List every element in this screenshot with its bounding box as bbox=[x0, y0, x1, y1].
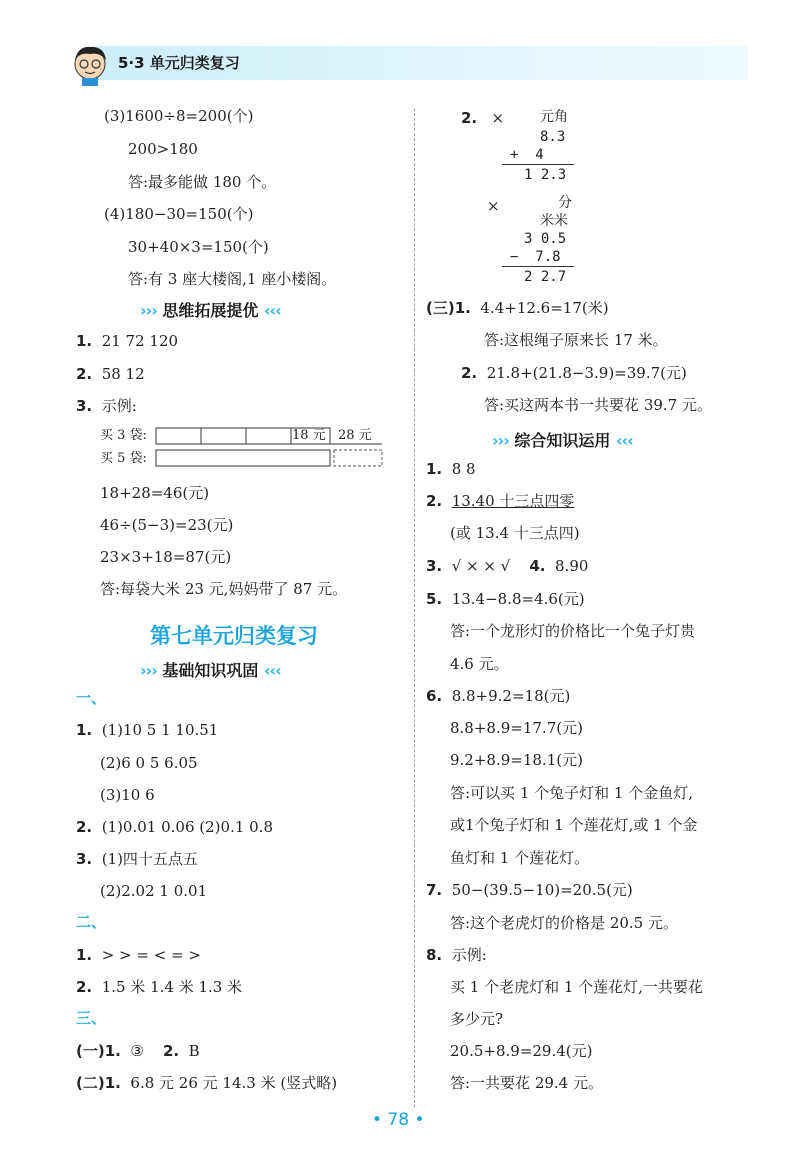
text-line: 18+28=46(元) bbox=[100, 484, 210, 502]
diagram-value-28: 28 元 bbox=[338, 428, 372, 443]
question-number: 8. bbox=[426, 946, 443, 964]
arrows-left-icon: ‹‹‹ bbox=[263, 301, 281, 320]
section-heading-comprehensive bbox=[492, 428, 633, 451]
text-line: 答:每袋大米 23 元,妈妈带了 87 元。 bbox=[100, 580, 348, 598]
diagram-label-5bags: 买 5 袋: bbox=[100, 451, 147, 466]
question-number: 2. bbox=[76, 978, 93, 996]
text-line: 买 1 个老虎灯和 1 个莲花灯,一共要花 bbox=[450, 978, 703, 996]
question-line bbox=[76, 1073, 337, 1093]
text-line: 200>180 bbox=[128, 140, 198, 158]
cross-mark: × bbox=[487, 197, 500, 215]
calc-rule bbox=[502, 164, 574, 165]
text-line: 多少元? bbox=[450, 1010, 504, 1028]
answer-text: 1.5 米 1.4 米 1.3 米 bbox=[101, 978, 243, 996]
page-header-title: 5·3 单元归类复习 bbox=[118, 54, 240, 72]
question-line bbox=[426, 880, 633, 900]
question-number: 2. bbox=[461, 109, 478, 127]
question-number: 2. bbox=[76, 365, 93, 383]
answer-text: 13.40 十三点四零 bbox=[451, 492, 575, 510]
text-line: 答:一个龙形灯的价格比一个兔子灯贵 bbox=[450, 622, 696, 640]
answer-text: 8.8+9.2=18(元) bbox=[451, 687, 571, 705]
answer-text: 示例: bbox=[101, 397, 137, 415]
vertical-calc-units: 元角 bbox=[540, 109, 568, 125]
answer-text: 4.4+12.6=17(米) bbox=[480, 299, 609, 317]
answer-text: 58 12 bbox=[101, 365, 145, 383]
section-heading-thinking bbox=[140, 298, 281, 321]
vertical-calc-row: 8.3 bbox=[540, 129, 566, 145]
text-line: 答:最多能做 180 个。 bbox=[128, 173, 277, 191]
question-line bbox=[461, 108, 504, 128]
part-marker: 一、 bbox=[76, 689, 107, 707]
question-line bbox=[76, 720, 218, 740]
diagram-label-3bags: 买 3 袋: bbox=[100, 428, 147, 443]
answer-text: 50−(39.5−10)=20.5(元) bbox=[451, 881, 633, 899]
vertical-calc-row: 3 0.5 bbox=[524, 231, 567, 247]
page-number: • 78 • bbox=[372, 1110, 425, 1130]
text-line: (3)10 6 bbox=[100, 786, 155, 804]
mascot-icon bbox=[66, 38, 114, 86]
question-line bbox=[76, 364, 145, 384]
answer-text: 21.8+(21.8−3.9)=39.7(元) bbox=[486, 364, 687, 382]
column-divider bbox=[414, 108, 415, 1108]
answer-text: ③ bbox=[130, 1042, 144, 1060]
question-number: 1. bbox=[76, 332, 93, 350]
section-title: 综合知识运用 bbox=[514, 431, 611, 450]
section-title: 思维拓展提优 bbox=[162, 301, 259, 320]
question-line bbox=[426, 298, 609, 318]
arrows-left-icon: ‹‹‹ bbox=[615, 431, 633, 450]
question-number: (一)1. bbox=[76, 1042, 121, 1060]
calc-rule bbox=[502, 266, 574, 267]
text-line: 答:可以买 1 个兔子灯和 1 个金鱼灯, bbox=[450, 784, 693, 802]
question-number: 5. bbox=[426, 590, 443, 608]
vertical-calc-row: + 4 bbox=[510, 147, 544, 163]
answer-text: 示例: bbox=[451, 946, 487, 964]
text-line: 46÷(5−3)=23(元) bbox=[100, 516, 234, 534]
question-line bbox=[426, 491, 574, 511]
question-number: 3. bbox=[426, 557, 443, 575]
question-line bbox=[426, 945, 487, 965]
question-number: 6. bbox=[426, 687, 443, 705]
answer-text: 6.8 元 26 元 14.3 米 (竖式略) bbox=[130, 1074, 338, 1092]
text-line: 答:一共要花 29.4 元。 bbox=[450, 1074, 603, 1092]
question-number: 2. bbox=[426, 492, 443, 510]
question-number: 7. bbox=[426, 881, 443, 899]
question-number: 1. bbox=[76, 946, 93, 964]
answer-text: (1)0.01 0.06 (2)0.1 0.8 bbox=[101, 818, 273, 836]
question-number: 3. bbox=[76, 397, 93, 415]
section-title: 基础知识巩固 bbox=[162, 661, 259, 680]
question-line bbox=[76, 331, 178, 351]
question-line bbox=[426, 589, 585, 609]
vertical-calc-units: 米米 bbox=[540, 213, 568, 229]
text-line: 20.5+8.9=29.4(元) bbox=[450, 1042, 593, 1060]
question-number: 2. bbox=[76, 818, 93, 836]
answer-text: (1)10 5 1 10.51 bbox=[101, 721, 219, 739]
text-line: 鱼灯和 1 个莲花灯。 bbox=[450, 849, 590, 867]
arrows-right-icon: ››› bbox=[140, 301, 157, 320]
text-line: (或 13.4 十三点四) bbox=[450, 524, 580, 542]
question-line bbox=[426, 556, 588, 576]
question-line bbox=[76, 396, 137, 416]
text-line: (2)2.02 1 0.01 bbox=[100, 882, 208, 900]
answer-text: √ × × √ bbox=[451, 557, 511, 575]
answer-text: (1)四十五点五 bbox=[101, 850, 198, 868]
arrows-left-icon: ‹‹‹ bbox=[263, 661, 281, 680]
text-line: 30+40×3=150(个) bbox=[128, 238, 269, 256]
question-number: (二)1. bbox=[76, 1074, 121, 1092]
question-number: 2. bbox=[461, 364, 478, 382]
arrows-right-icon: ››› bbox=[492, 431, 509, 450]
question-line bbox=[76, 849, 198, 869]
unit-title: 第七单元归类复习 bbox=[150, 624, 318, 648]
question-number: 1. bbox=[76, 721, 93, 739]
arrows-right-icon: ››› bbox=[140, 661, 157, 680]
question-line bbox=[76, 945, 201, 965]
vertical-calc-units: 分 bbox=[558, 195, 572, 211]
answer-text: > > = < = > bbox=[101, 946, 201, 964]
question-line bbox=[76, 977, 242, 997]
answer-text: 13.4−8.8=4.6(元) bbox=[451, 590, 585, 608]
text-line: 答:这个老虎灯的价格是 20.5 元。 bbox=[450, 914, 678, 932]
question-line bbox=[76, 1041, 200, 1061]
text-line: 答:有 3 座大楼阁,1 座小楼阁。 bbox=[128, 270, 337, 288]
question-line bbox=[76, 817, 273, 837]
part-marker: 二、 bbox=[76, 913, 107, 931]
question-line bbox=[426, 686, 570, 706]
text-line: 4.6 元。 bbox=[450, 655, 509, 673]
part-marker: 三、 bbox=[76, 1009, 107, 1027]
text-line: 答:买这两本书一共要花 39.7 元。 bbox=[484, 396, 712, 414]
text-line: (4)180−30=150(个) bbox=[104, 205, 254, 223]
question-number: 4. bbox=[529, 557, 546, 575]
text-line: 8.8+8.9=17.7(元) bbox=[450, 719, 583, 737]
text-line: 23×3+18=87(元) bbox=[100, 548, 232, 566]
question-number: 1. bbox=[426, 460, 443, 478]
answer-text: 21 72 120 bbox=[101, 332, 179, 350]
answer-text: 8 8 bbox=[451, 460, 476, 478]
vertical-calc-row: 2 2.7 bbox=[524, 269, 567, 285]
diagram-value-18: 18 元 bbox=[292, 428, 326, 443]
cross-mark: × bbox=[491, 109, 505, 127]
vertical-calc-row: 1 2.3 bbox=[524, 167, 567, 183]
text-line: 或1个兔子灯和 1 个莲花灯,或 1 个金 bbox=[450, 816, 698, 834]
text-line: (2)6 0 5 6.05 bbox=[100, 754, 198, 772]
vertical-calc-row: − 7.8 bbox=[510, 249, 561, 265]
answer-text: B bbox=[188, 1042, 200, 1060]
question-line bbox=[461, 363, 687, 383]
question-number: 2. bbox=[162, 1042, 180, 1060]
question-line bbox=[426, 459, 476, 479]
text-line: (3)1600÷8=200(个) bbox=[104, 107, 254, 125]
text-line: 答:这根绳子原来长 17 米。 bbox=[484, 331, 668, 349]
question-number: 3. bbox=[76, 850, 93, 868]
text-line: 9.2+8.9=18.1(元) bbox=[450, 751, 583, 769]
answer-text: 8.90 bbox=[555, 557, 589, 575]
section-heading-basic bbox=[140, 658, 281, 681]
question-number: (三)1. bbox=[426, 299, 471, 317]
